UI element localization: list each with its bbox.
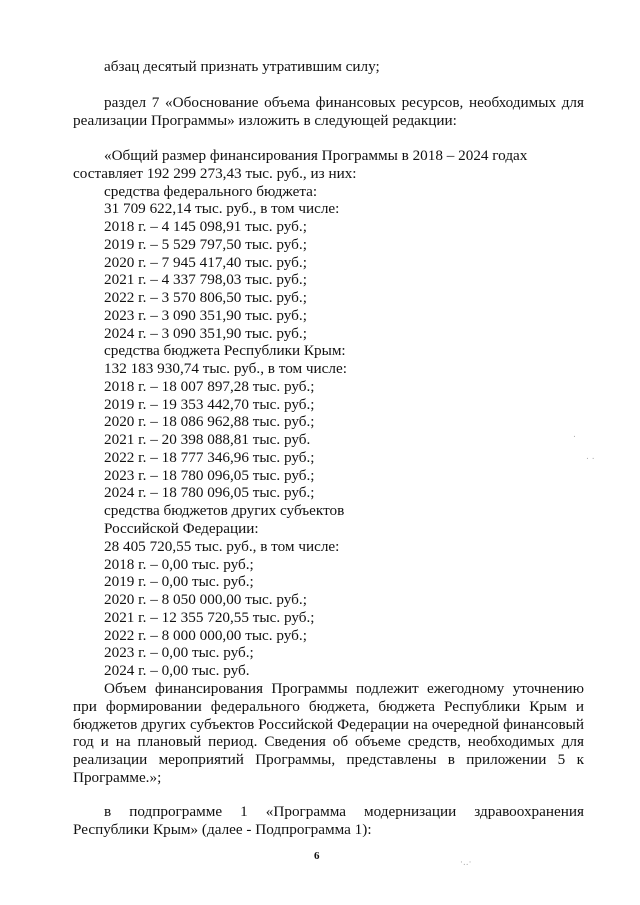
subprogram1-line1: в подпрограмме 1 «Программа модернизации здравоохранения bbox=[104, 803, 584, 820]
other-subjects-total: 28 405 720,55 тыс. руб., в том числе: bbox=[104, 538, 340, 555]
crimea-year-2021: 2021 г. – 20 398 088,81 тыс. руб. bbox=[104, 431, 311, 448]
other-year-2018: 2018 г. – 0,00 тыс. руб.; bbox=[104, 556, 254, 573]
refinement-paragraph-line5: реализации мероприятий Программы, представлены в приложении 5 к bbox=[73, 751, 584, 768]
refinement-paragraph-line2: при формировании федерального бюджета, бюджета Республики Крым и bbox=[73, 698, 584, 715]
page-number: 6 bbox=[314, 850, 320, 862]
crimea-budget-label: средства бюджета Республики Крым: bbox=[104, 342, 346, 359]
federal-year-2023: 2023 г. – 3 090 351,90 тыс. руб.; bbox=[104, 307, 307, 324]
other-subjects-label-line2: Российской Федерации: bbox=[104, 520, 259, 537]
refinement-paragraph-line4: год и на плановый период. Сведения об объеме средств, необходимых для bbox=[73, 733, 584, 750]
other-year-2020: 2020 г. – 8 050 000,00 тыс. руб.; bbox=[104, 591, 307, 608]
scan-speck: . . bbox=[586, 452, 595, 462]
federal-year-2018: 2018 г. – 4 145 098,91 тыс. руб.; bbox=[104, 218, 307, 235]
crimea-year-2024: 2024 г. – 18 780 096,05 тыс. руб.; bbox=[104, 484, 315, 501]
crimea-year-2023: 2023 г. – 18 780 096,05 тыс. руб.; bbox=[104, 467, 315, 484]
other-year-2022: 2022 г. – 8 000 000,00 тыс. руб.; bbox=[104, 627, 307, 644]
refinement-paragraph-line3: бюджетов других субъектов Российской Федерации на очередной финансовый bbox=[73, 716, 584, 733]
subprogram1-line2: Республики Крым» (далее - Подпрограмма 1): bbox=[73, 821, 372, 838]
federal-year-2020: 2020 г. – 7 945 417,40 тыс. руб.; bbox=[104, 254, 307, 271]
crimea-year-2019: 2019 г. – 19 353 442,70 тыс. руб.; bbox=[104, 396, 315, 413]
crimea-year-2022: 2022 г. – 18 777 346,96 тыс. руб.; bbox=[104, 449, 315, 466]
other-year-2023: 2023 г. – 0,00 тыс. руб.; bbox=[104, 644, 254, 661]
funding-total-line2: составляет 192 299 273,43 тыс. руб., из них: bbox=[73, 165, 357, 182]
funding-total-line1: «Общий размер финансирования Программы в 2018 – 2024 годах bbox=[104, 147, 528, 164]
federal-year-2021: 2021 г. – 4 337 798,03 тыс. руб.; bbox=[104, 271, 307, 288]
federal-budget-total: 31 709 622,14 тыс. руб., в том числе: bbox=[104, 200, 340, 217]
federal-year-2019: 2019 г. – 5 529 797,50 тыс. руб.; bbox=[104, 236, 307, 253]
paragraph-section7-line1: раздел 7 «Обоснование объема финансовых ресурсов, необходимых для bbox=[104, 94, 584, 111]
crimea-year-2020: 2020 г. – 18 086 962,88 тыс. руб.; bbox=[104, 413, 315, 430]
crimea-budget-total: 132 183 930,74 тыс. руб., в том числе: bbox=[104, 360, 347, 377]
other-year-2019: 2019 г. – 0,00 тыс. руб.; bbox=[104, 573, 254, 590]
paragraph-section7-line2: реализации Программы» изложить в следующей редакции: bbox=[73, 112, 457, 129]
paragraph-repeal: абзац десятый признать утратившим силу; bbox=[104, 58, 380, 75]
other-subjects-label-line1: средства бюджетов других субъектов bbox=[104, 502, 345, 519]
refinement-paragraph-line6: Программе.»; bbox=[73, 769, 162, 786]
federal-year-2024: 2024 г. – 3 090 351,90 тыс. руб.; bbox=[104, 325, 307, 342]
other-year-2024: 2024 г. – 0,00 тыс. руб. bbox=[104, 662, 250, 679]
scan-speck: ·..· bbox=[460, 858, 472, 868]
federal-year-2022: 2022 г. – 3 570 806,50 тыс. руб.; bbox=[104, 289, 307, 306]
scan-speck: . bbox=[573, 430, 576, 440]
federal-budget-label: средства федерального бюджета: bbox=[104, 183, 318, 200]
other-year-2021: 2021 г. – 12 355 720,55 тыс. руб.; bbox=[104, 609, 315, 626]
crimea-year-2018: 2018 г. – 18 007 897,28 тыс. руб.; bbox=[104, 378, 315, 395]
refinement-paragraph-line1: Объем финансирования Программы подлежит ежегодному уточнению bbox=[104, 680, 584, 697]
